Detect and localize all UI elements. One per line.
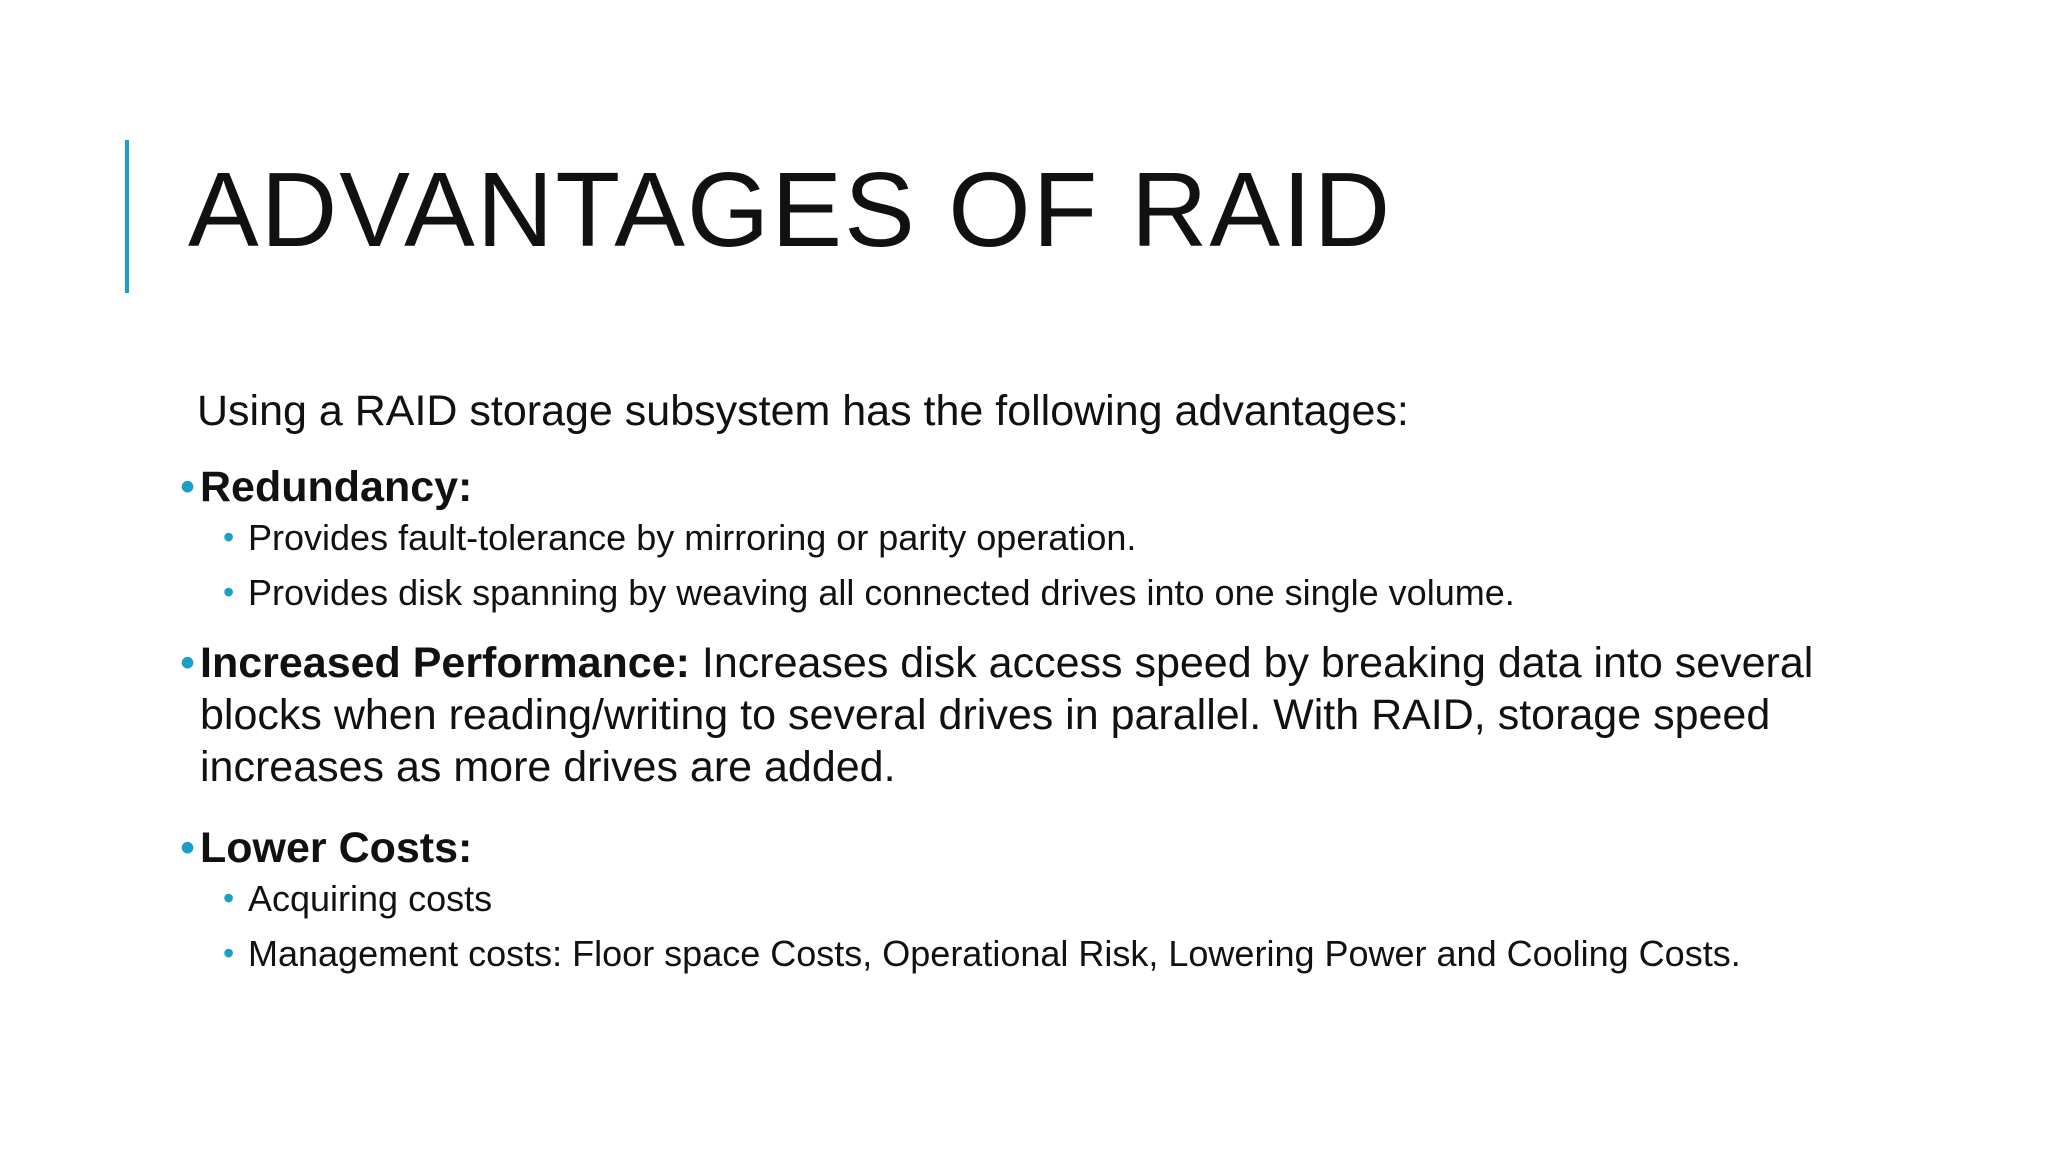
bullet-icon: • bbox=[180, 638, 196, 687]
intro-text: Using a RAID storage subsystem has the following advantages: bbox=[197, 387, 1409, 435]
list-item bbox=[200, 878, 1768, 919]
bullet-icon: • bbox=[223, 518, 235, 555]
bullet-icon: • bbox=[223, 879, 235, 916]
section-heading: Redundancy: bbox=[200, 462, 473, 511]
list-item-text: Provides disk spanning by weaving all connected drives into one single volume. bbox=[248, 571, 1515, 613]
section-heading: Lower Costs: bbox=[200, 823, 473, 872]
section-text: Increases disk access speed by breaking data into several blocks when reading/writing to several drives in parallel. With RAID, storage speed increases as more drives are added. bbox=[200, 638, 1814, 791]
bullet-icon: • bbox=[223, 934, 235, 971]
list-item bbox=[200, 572, 1768, 613]
list-item-text: Management costs: Floor space Costs, Operational Risk, Lowering Power and Cooling Costs. bbox=[248, 932, 1741, 974]
section-lower-costs bbox=[180, 822, 1860, 974]
list-item-text: Acquiring costs bbox=[248, 877, 493, 919]
list-item bbox=[200, 517, 1768, 558]
title-accent-bar bbox=[125, 140, 129, 293]
sub-list bbox=[200, 517, 1860, 613]
bullet-icon: • bbox=[223, 573, 235, 610]
section-heading: Increased Performance: bbox=[200, 638, 690, 687]
bullet-icon: • bbox=[180, 823, 196, 872]
bullet-icon: • bbox=[180, 462, 196, 511]
sub-list bbox=[200, 878, 1860, 974]
slide-body bbox=[180, 386, 1860, 974]
section-redundancy bbox=[180, 461, 1860, 613]
section-increased-performance bbox=[180, 637, 1860, 793]
list-item-text: Provides fault-tolerance by mirroring or parity operation. bbox=[248, 516, 1137, 558]
list-item bbox=[200, 933, 1768, 974]
slide-title: ADVANTAGES OF RAID bbox=[188, 151, 1393, 269]
